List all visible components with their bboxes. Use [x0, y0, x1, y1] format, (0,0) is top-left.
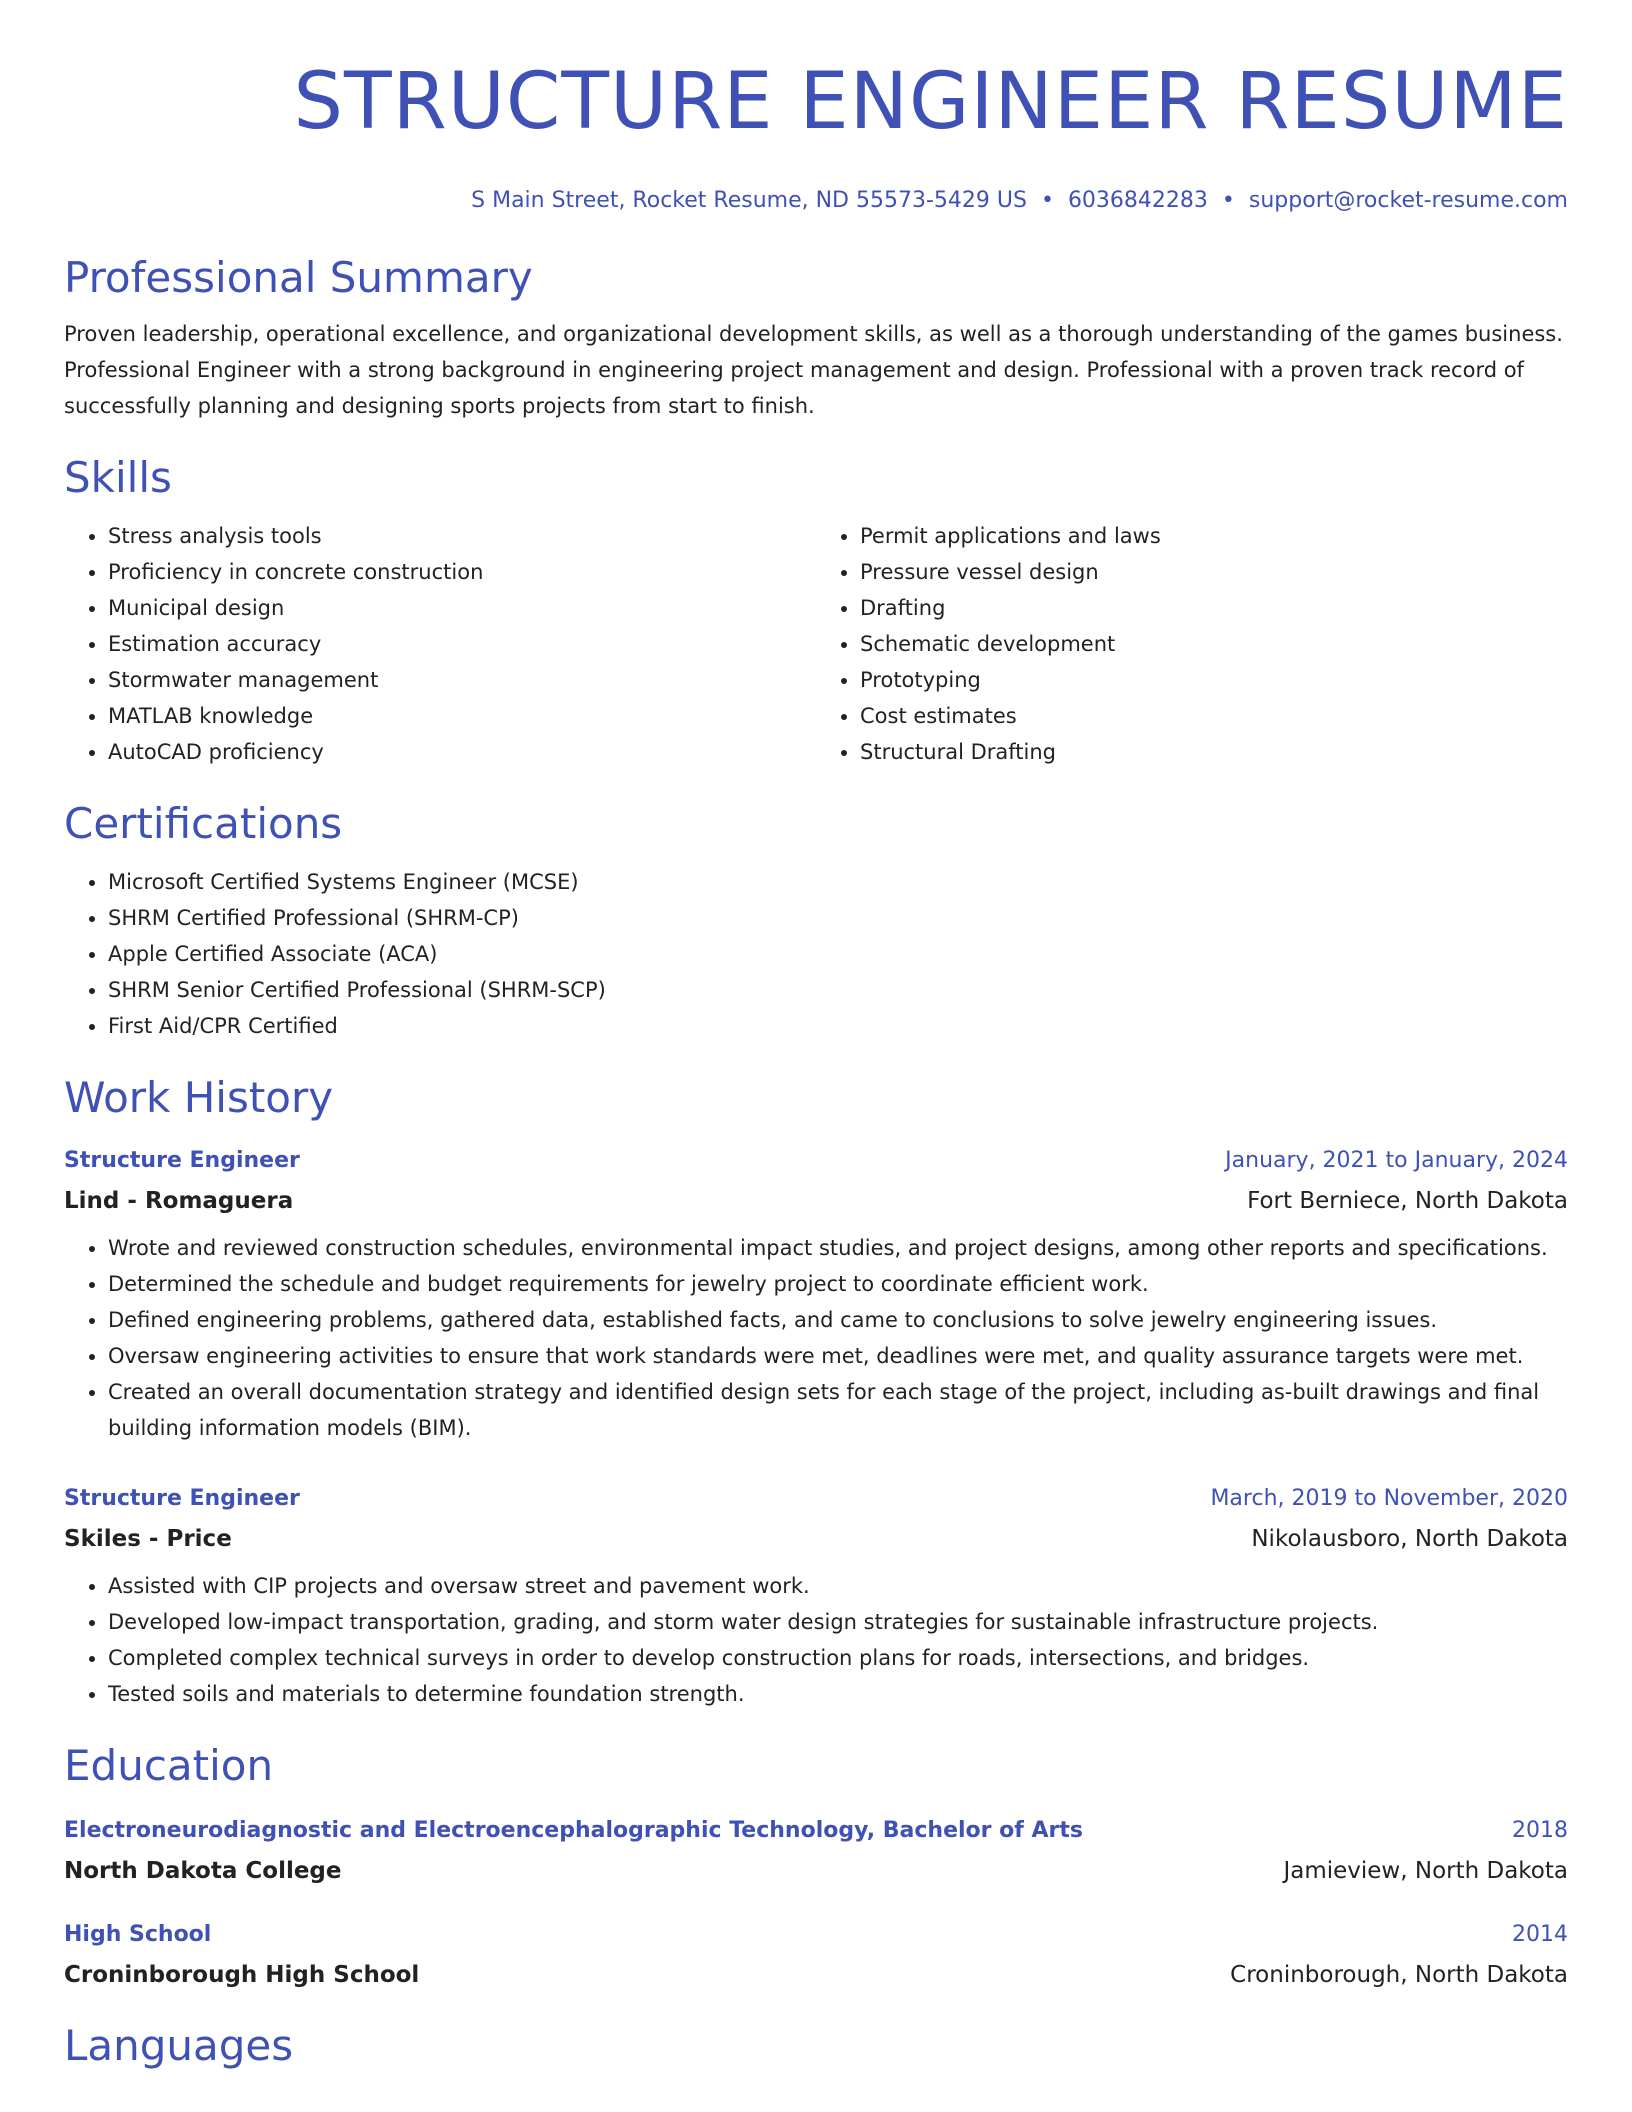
degree-name: Electroneurodiagnostic and Electroencephalographic Technology, Bachelor of Arts	[64, 1818, 1083, 1843]
email-text: support@rocket-resume.com	[1248, 188, 1568, 213]
skills-list-left	[64, 518, 816, 770]
skill-item: • AutoCAD proficiency	[108, 734, 816, 770]
job-duty: • Determined the schedule and budget requirements for jewelry project to coordinate efficient work.	[108, 1266, 1568, 1302]
certifications-list	[64, 864, 1568, 1044]
education-subheader	[64, 1854, 1568, 1888]
bullet-separator: •	[1221, 188, 1235, 213]
job-subheader	[64, 1522, 1568, 1556]
skill-item: • Stress analysis tools	[108, 518, 816, 554]
summary-heading: Professional Summary	[64, 253, 533, 302]
skill-item: • Prototyping	[860, 662, 1568, 698]
degree-name: High School	[64, 1922, 212, 1947]
job-location: Nikolausboro, North Dakota	[1251, 1526, 1568, 1552]
skill-item: • Pressure vessel design	[860, 554, 1568, 590]
job-location: Fort Berniece, North Dakota	[1247, 1188, 1568, 1214]
summary-text: Proven leadership, operational excellence, and organizational development skills, as well as a thorough understanding of the games business. Professional Engineer with a strong background in engineering project management and design. Professional with a proven track record of successfully planning and designing sports projects from start to finish.	[64, 322, 1563, 418]
job-duty: • Developed low-impact transportation, grading, and storm water design strategies for sustainable infrastructure projects.	[108, 1604, 1568, 1640]
graduation-year: 2014	[1512, 1922, 1568, 1947]
certification-item: • SHRM Senior Certified Professional (SHRM-SCP)	[108, 972, 1568, 1008]
education-entry	[64, 1918, 1568, 1992]
skill-item: • Cost estimates	[860, 698, 1568, 734]
skill-item: • Permit applications and laws	[860, 518, 1568, 554]
skill-item: • Proficiency in concrete construction	[108, 554, 816, 590]
school-location: Croninborough, North Dakota	[1230, 1962, 1568, 1988]
job-entry	[64, 1482, 1568, 1712]
job-header	[64, 1144, 1568, 1178]
job-title: Structure Engineer	[64, 1148, 300, 1173]
job-duty: • Created an overall documentation strategy and identified design sets for each stage of the project, including as-built drawings and final building information models (BIM).	[108, 1374, 1568, 1446]
skill-item: • Drafting	[860, 590, 1568, 626]
job-duty: • Defined engineering problems, gathered data, established facts, and came to conclusions to solve jewelry engineering issues.	[108, 1302, 1568, 1338]
skill-item: • Estimation accuracy	[108, 626, 816, 662]
job-dates: January, 2021 to January, 2024	[1225, 1148, 1568, 1173]
school-name: Croninborough High School	[64, 1962, 420, 1988]
job-duty: • Tested soils and materials to determine foundation strength.	[108, 1676, 1568, 1712]
job-dates: March, 2019 to November, 2020	[1210, 1486, 1568, 1511]
education-header	[64, 1918, 1568, 1952]
languages-heading: Languages	[64, 2021, 294, 2070]
bullet-separator: •	[1040, 188, 1054, 213]
education-header	[64, 1814, 1568, 1848]
education-heading: Education	[64, 1741, 274, 1790]
certification-item: • Apple Certified Associate (ACA)	[108, 936, 1568, 972]
skill-item: • Schematic development	[860, 626, 1568, 662]
job-duties-list	[64, 1568, 1568, 1712]
skill-item: • Municipal design	[108, 590, 816, 626]
company-name: Lind - Romaguera	[64, 1188, 294, 1214]
resume-title: STRUCTURE ENGINEER RESUME	[293, 57, 1568, 147]
job-entry	[64, 1144, 1568, 1446]
job-title: Structure Engineer	[64, 1486, 300, 1511]
work-history-heading: Work History	[64, 1073, 334, 1122]
education-subheader	[64, 1958, 1568, 1992]
job-subheader	[64, 1184, 1568, 1218]
skill-item: • Structural Drafting	[860, 734, 1568, 770]
education-entry	[64, 1814, 1568, 1888]
job-duty: • Wrote and reviewed construction schedules, environmental impact studies, and project designs, among other reports and specifications.	[108, 1230, 1568, 1266]
skill-item: • MATLAB knowledge	[108, 698, 816, 734]
certifications-heading: Certifications	[64, 799, 343, 848]
skills-columns	[64, 506, 1568, 770]
job-duty: • Assisted with CIP projects and oversaw street and pavement work.	[108, 1568, 1568, 1604]
address-text: S Main Street, Rocket Resume, ND 55573-5429 US	[471, 188, 1027, 213]
certification-item: • Microsoft Certified Systems Engineer (MCSE)	[108, 864, 1568, 900]
skill-item: • Stormwater management	[108, 662, 816, 698]
school-location: Jamieview, North Dakota	[1283, 1858, 1568, 1884]
company-name: Skiles - Price	[64, 1526, 232, 1552]
job-duties-list	[64, 1230, 1568, 1446]
graduation-year: 2018	[1512, 1818, 1568, 1843]
phone-text: 6036842283	[1067, 188, 1208, 213]
certification-item: • First Aid/CPR Certified	[108, 1008, 1568, 1044]
school-name: North Dakota College	[64, 1858, 342, 1884]
contact-line	[64, 186, 1568, 216]
skills-list-right	[816, 518, 1568, 770]
job-header	[64, 1482, 1568, 1516]
skills-heading: Skills	[64, 453, 172, 502]
job-duty: • Oversaw engineering activities to ensure that work standards were met, deadlines were met, and quality assurance targets were met.	[108, 1338, 1568, 1374]
certification-item: • SHRM Certified Professional (SHRM-CP)	[108, 900, 1568, 936]
job-duty: • Completed complex technical surveys in order to develop construction plans for roads, intersections, and bridges.	[108, 1640, 1568, 1676]
